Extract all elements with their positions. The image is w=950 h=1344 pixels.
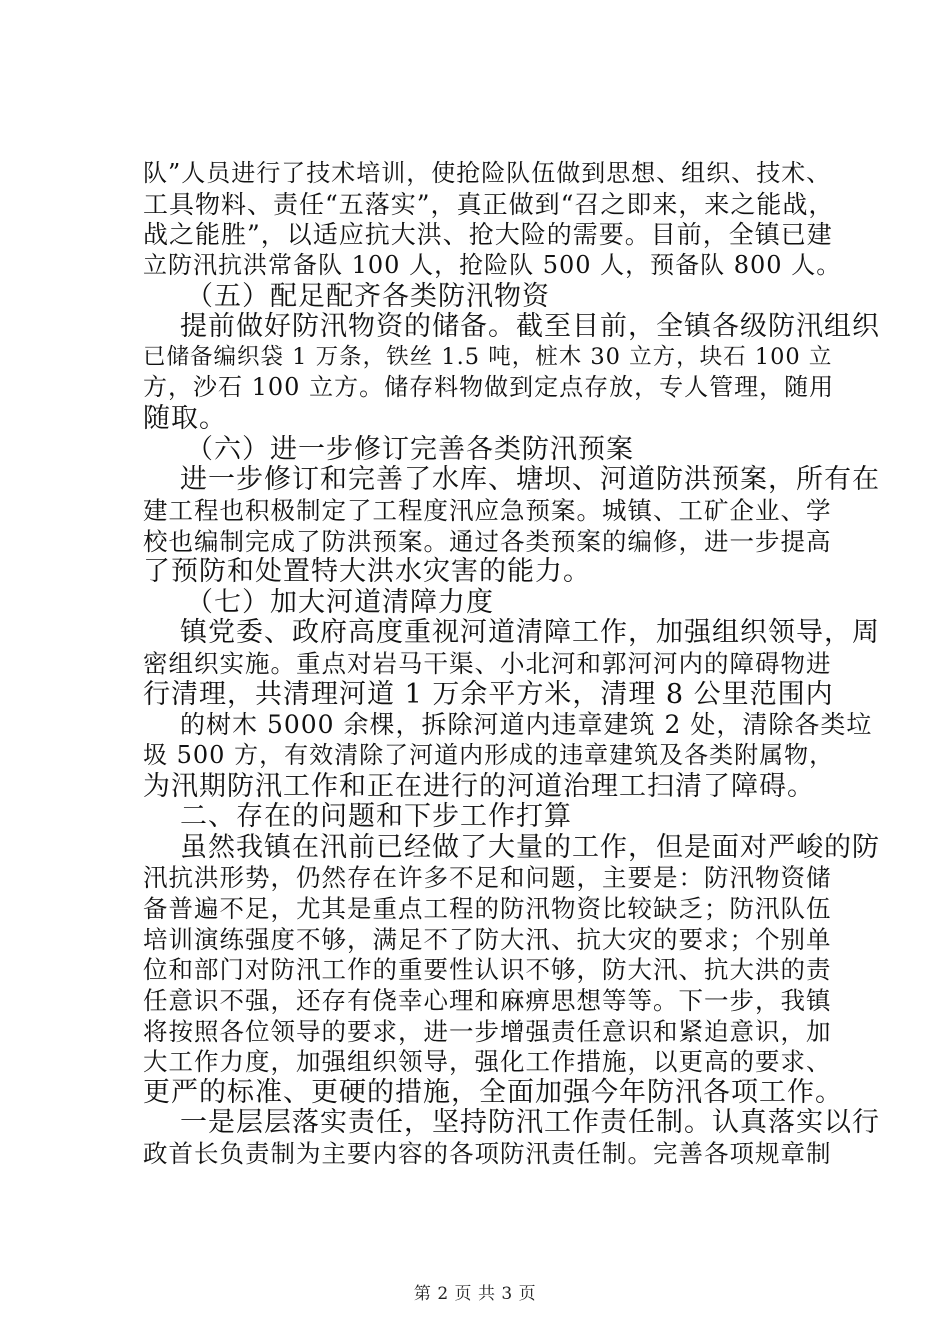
body-line-11: 进一步修订和完善了水库、塘坝、河道防洪预案，所有在 xyxy=(180,464,880,495)
body-line-32: 一是层层落实责任，坚持防汛工作责任制。认真落实以行 xyxy=(180,1107,880,1138)
body-line-23: 虽然我镇在汛前已经做了大量的工作，但是面对严峻的防 xyxy=(180,832,880,863)
section-heading-2: 二、存在的问题和下步工作打算 xyxy=(180,801,572,832)
body-line-3: 战之能胜”，以适应抗大洪、抢大险的需要。目前，全镇已建 xyxy=(143,220,833,249)
body-line-19: 的树木 5000 余棵，拆除河道内违章建筑 2 处，清除各类垃 xyxy=(180,710,873,739)
body-line-27: 位和部门对防汛工作的重要性认识不够，防大汛、抗大洪的责 xyxy=(143,955,832,984)
body-line-28: 任意识不强，还存有侥幸心理和麻痹思想等等。下一步，我镇 xyxy=(143,986,832,1015)
body-line-29: 将按照各位领导的要求，进一步增强责任意识和紧迫意识，加 xyxy=(143,1017,832,1046)
body-line-26: 培训演练强度不够，满足不了防大汛、抗大灾的要求；个别单 xyxy=(143,925,832,954)
body-line-31: 更严的标准、更硬的措施，全面加强今年防汛各项工作。 xyxy=(143,1077,843,1108)
body-line-18: 行清理，共清理河道 1 万余平方米，清理 8 公里范围内 xyxy=(143,679,834,710)
body-line-7: 已储备编织袋 1 万条，铁丝 1.5 吨，桩木 30 立方，块石 100 立 xyxy=(143,344,833,370)
body-line-6: 提前做好防汛物资的储备。截至目前，全镇各级防汛组织 xyxy=(180,311,880,342)
page-number-footer: 第 2 页 共 3 页 xyxy=(413,1284,537,1304)
section-heading-7: （七）加大河道清障力度 xyxy=(186,587,494,618)
section-heading-5: （五）配足配齐各类防汛物资 xyxy=(186,281,550,312)
body-line-16: 镇党委、政府高度重视河道清障工作，加强组织领导，周 xyxy=(180,617,880,648)
body-line-1: 队”人员进行了技术培训，使抢险队伍做到思想、组织、技术、 xyxy=(143,159,832,187)
body-line-30: 大工作力度，加强组织领导，强化工作措施，以更高的要求、 xyxy=(143,1047,832,1076)
body-line-21: 为汛期防汛工作和正在进行的河道治理工扫清了障碍。 xyxy=(143,771,815,802)
body-line-33: 政首长负责制为主要内容的各项防汛责任制。完善各项规章制 xyxy=(143,1139,832,1168)
body-line-25: 备普遍不足，尤其是重点工程的防汛物资比较缺乏；防汛队伍 xyxy=(143,894,832,923)
body-line-2: 工具物料、责任“五落实”，真正做到“召之即来，来之能战， xyxy=(143,190,835,219)
section-heading-6: （六）进一步修订完善各类防汛预案 xyxy=(186,434,634,465)
body-line-14: 了预防和处置特大洪水灾害的能力。 xyxy=(143,556,591,587)
body-line-24: 汛抗洪形势，仍然存在许多不足和问题，主要是：防汛物资储 xyxy=(143,863,832,892)
body-line-4: 立防汛抗洪常备队 100 人，抢险队 500 人，预备队 800 人。 xyxy=(143,251,842,279)
body-line-17: 密组织实施。重点对岩马干渠、小北河和郭河河内的障碍物进 xyxy=(143,649,832,678)
body-line-20: 圾 500 方，有效清除了河道内形成的违章建筑及各类附属物， xyxy=(143,741,835,769)
body-line-8: 方，沙石 100 立方。储存料物做到定点存放，专人管理，随用 xyxy=(143,373,835,401)
body-line-12: 建工程也积极制定了工程度汛应急预案。城镇、工矿企业、学 xyxy=(143,496,832,525)
body-line-13: 校也编制完成了防洪预案。通过各类预案的编修，进一步提高 xyxy=(143,527,832,556)
body-line-9: 随取。 xyxy=(143,403,227,434)
